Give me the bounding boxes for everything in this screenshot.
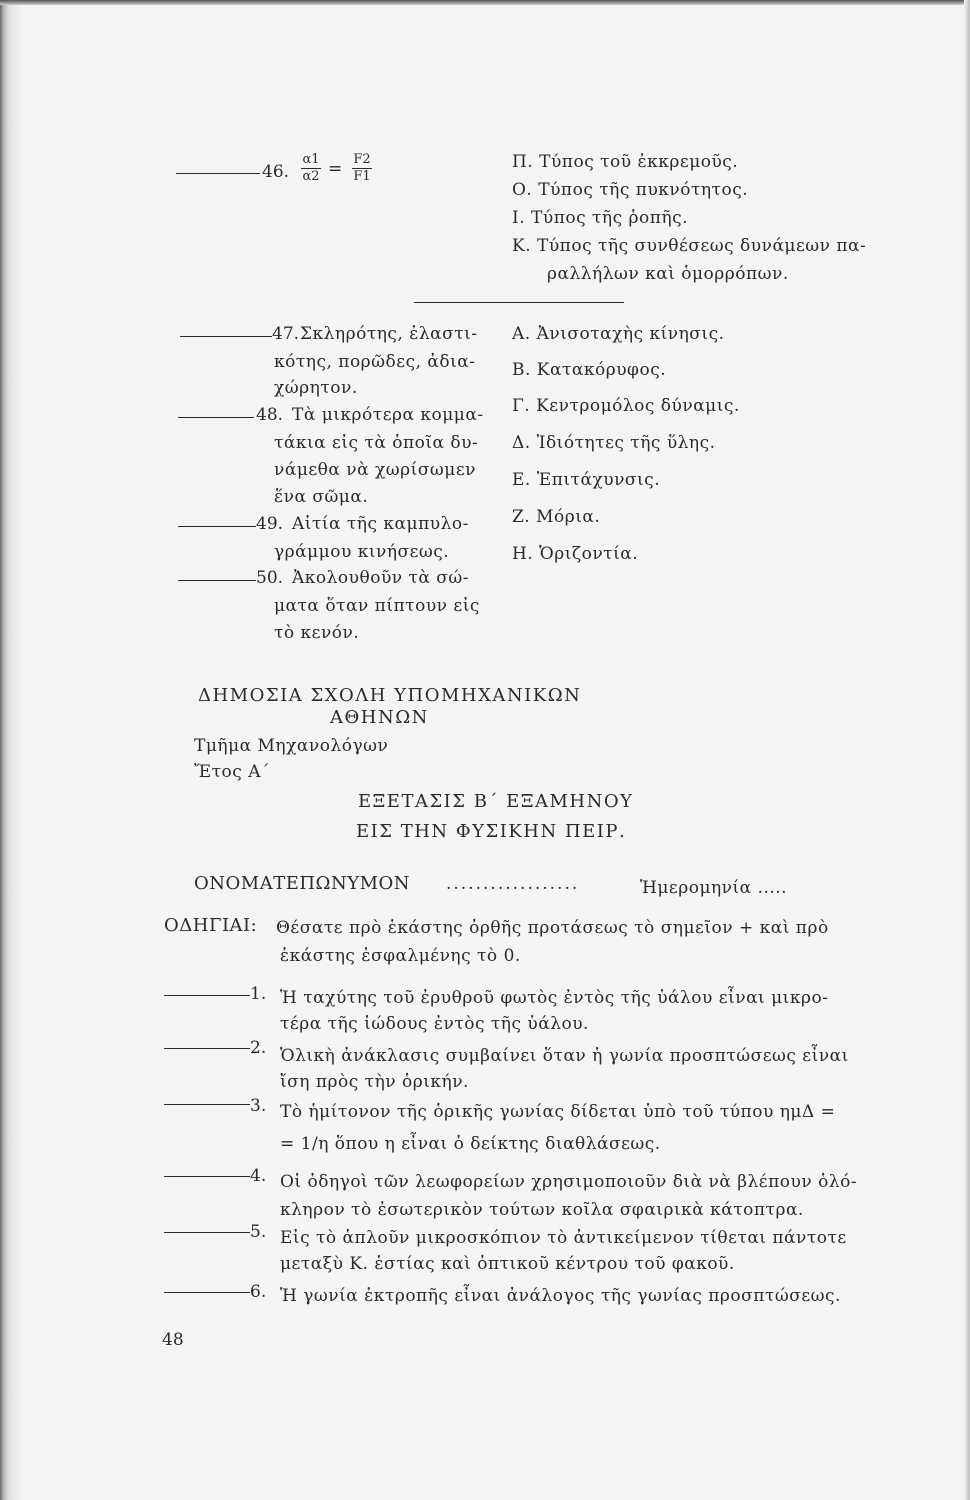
question-number-1: 1. bbox=[250, 984, 267, 1004]
answer-blank-46 bbox=[176, 173, 260, 174]
name-label: ΟΝΟΜΑΤΕΠΩΝΥΜΟΝ bbox=[194, 873, 411, 894]
item-text: ἕνα σῶμα. bbox=[274, 487, 369, 507]
page-top-edge bbox=[0, 0, 970, 5]
question-text: Ὁλικὴ ἀνάκλασις συμβαίνει ὅταν ἡ γωνία προσπτώσεως εἶναι bbox=[280, 1046, 849, 1066]
question-text: Τὸ ἡμίτονον τῆς ὁρικῆς γωνίας δίδεται ὑπὸ τοῦ τύπου ημΔ = bbox=[280, 1102, 836, 1122]
school-name: ΔΗΜΟΣΙΑ ΣΧΟΛΗ ΥΠΟΜΗΧΑΝΙΚΩΝ bbox=[198, 685, 582, 706]
question-text: ἴση πρὸς τὴν ὁρικήν. bbox=[280, 1072, 469, 1092]
item-text: Τὰ μικρότερα κομμα- bbox=[292, 405, 484, 425]
formula-option: Κ. Τύπος τῆς συνθέσεως δυνάμεων πα- bbox=[512, 236, 867, 256]
item-text: χώρητον. bbox=[274, 378, 358, 398]
fraction-num-a1: α1 bbox=[302, 152, 320, 167]
answer-blank-47 bbox=[180, 336, 272, 337]
exam-title: ΕΞΕΤΑΣΙΣ Β΄ ΕΞΑΜΗΝΟΥ bbox=[358, 791, 634, 812]
instructions-text: Θέσατε πρὸ ἑκάστης ὀρθῆς προτάσεως τὸ σημεῖον + καὶ πρὸ bbox=[276, 918, 829, 938]
item-text: νάμεθα νὰ χωρίσωμεν bbox=[274, 460, 476, 480]
name-field-dots: .................. bbox=[446, 874, 580, 894]
item-number-47: 47. bbox=[272, 324, 300, 344]
answer-blank-q6 bbox=[164, 1292, 250, 1293]
item-text: Αἰτία τῆς καμπυλο- bbox=[292, 514, 469, 534]
item-text: τάκια εἰς τὰ ὁποῖα δυ- bbox=[274, 433, 479, 453]
fraction-den-f1: F1 bbox=[353, 169, 371, 184]
date-label: Ἡμερομηνία ..... bbox=[640, 878, 788, 898]
question-text: τέρα τῆς ἰώδους ἐντὸς τῆς ὑάλου. bbox=[280, 1014, 589, 1034]
item-text: Ἀκολουθοῦν τὰ σώ- bbox=[292, 568, 470, 588]
instructions-text: ἑκάστης ἐσφαλμένης τὸ 0. bbox=[280, 946, 521, 966]
page-binding-edge bbox=[0, 0, 22, 1500]
answer-blank-q2 bbox=[164, 1048, 250, 1049]
question-text: Εἰς τὸ ἁπλοῦν μικροσκόπιον τὸ ἀντικείμενον τίθεται πάντοτε bbox=[280, 1228, 847, 1248]
item-number-49: 49. bbox=[256, 514, 284, 534]
item-text: γράμμου κινήσεως. bbox=[274, 542, 450, 562]
option-item: Γ. Κεντρομόλος δύναμις. bbox=[512, 396, 740, 416]
answer-blank-q4 bbox=[164, 1176, 250, 1177]
year: Ἔτος Α΄ bbox=[194, 762, 270, 782]
fraction-num-f2: F2 bbox=[353, 152, 371, 167]
option-item: Β. Κατακόρυφος. bbox=[512, 360, 667, 380]
option-item: Δ. Ἰδιότητες τῆς ὕλης. bbox=[512, 433, 716, 453]
school-city: ΑΘΗΝΩΝ bbox=[330, 707, 429, 728]
page-number: 48 bbox=[162, 1330, 184, 1350]
item-text: τὸ κενόν. bbox=[274, 623, 360, 643]
answer-blank-49 bbox=[178, 526, 256, 527]
exam-subject: ΕΙΣ ΤΗΝ ΦΥΣΙΚΗΝ ΠΕΙΡ. bbox=[356, 821, 627, 842]
formula-option: Ι. Τύπος τῆς ῥοπῆς. bbox=[512, 208, 689, 228]
option-item: Ε. Ἐπιτάχυνσις. bbox=[512, 470, 661, 490]
page-right-edge bbox=[964, 0, 970, 1500]
answer-blank-q1 bbox=[164, 995, 250, 996]
question-text: = 1/η ὅπου η εἶναι ὁ δείκτης διαθλάσεως. bbox=[280, 1134, 661, 1154]
item-number-46: 46. bbox=[262, 162, 290, 182]
instructions-label: ΟΔΗΓΙΑΙ: bbox=[164, 915, 258, 936]
question-number-5: 5. bbox=[250, 1222, 267, 1242]
item-number-48: 48. bbox=[256, 405, 284, 425]
question-number-6: 6. bbox=[250, 1282, 267, 1302]
formula-option: Π. Τύπος τοῦ ἐκκρεμοῦς. bbox=[512, 152, 739, 172]
question-number-2: 2. bbox=[250, 1038, 267, 1058]
formula-option: Ο. Τύπος τῆς πυκνότητος. bbox=[512, 180, 749, 200]
department: Τμῆμα Μηχανολόγων bbox=[194, 736, 389, 756]
item-text: κότης, πορῶδες, ἀδια- bbox=[274, 352, 476, 372]
question-text: Ἡ ταχύτης τοῦ ἐρυθροῦ φωτὸς ἐντὸς τῆς ὑάλου εἶναι μικρο- bbox=[280, 988, 829, 1008]
answer-blank-q3 bbox=[164, 1104, 250, 1105]
item-text: Σκληρότης, ἐλαστι- bbox=[300, 324, 478, 344]
option-item: Α. Ἀνισοταχὴς κίνησις. bbox=[512, 324, 725, 344]
question-number-4: 4. bbox=[250, 1166, 267, 1186]
item-number-50: 50. bbox=[256, 568, 284, 588]
option-item: Ζ. Μόρια. bbox=[512, 507, 601, 527]
question-text: Οἱ ὁδηγοὶ τῶν λεωφορείων χρησιμοποιοῦν διὰ νὰ βλέπουν ὁλό- bbox=[280, 1172, 858, 1192]
answer-blank-48 bbox=[178, 417, 254, 418]
question-text: κληρον τὸ ἐσωτερικὸν τούτων κοῖλα σφαιρικὰ κάτοπτρα. bbox=[280, 1200, 804, 1220]
fraction-den-a2: α2 bbox=[302, 169, 320, 184]
answer-blank-50 bbox=[178, 580, 256, 581]
question-number-3: 3. bbox=[250, 1096, 267, 1116]
option-item: Η. Ὁριζοντία. bbox=[512, 544, 639, 564]
formula-option-continued: ραλλήλων καὶ ὁμορρόπων. bbox=[547, 264, 789, 284]
question-text: μεταξὺ Κ. ἑστίας καὶ ὀπτικοῦ κέντρου τοῦ φακοῦ. bbox=[280, 1254, 735, 1274]
question-text: Ἡ γωνία ἐκτροπῆς εἶναι ἀνάλογος τῆς γωνίας προσπτώσεως. bbox=[280, 1286, 841, 1306]
equals-sign: = bbox=[328, 159, 343, 179]
item-text: ματα ὅταν πίπτουν εἰς bbox=[274, 596, 480, 616]
section-separator bbox=[414, 302, 624, 303]
answer-blank-q5 bbox=[164, 1232, 250, 1233]
